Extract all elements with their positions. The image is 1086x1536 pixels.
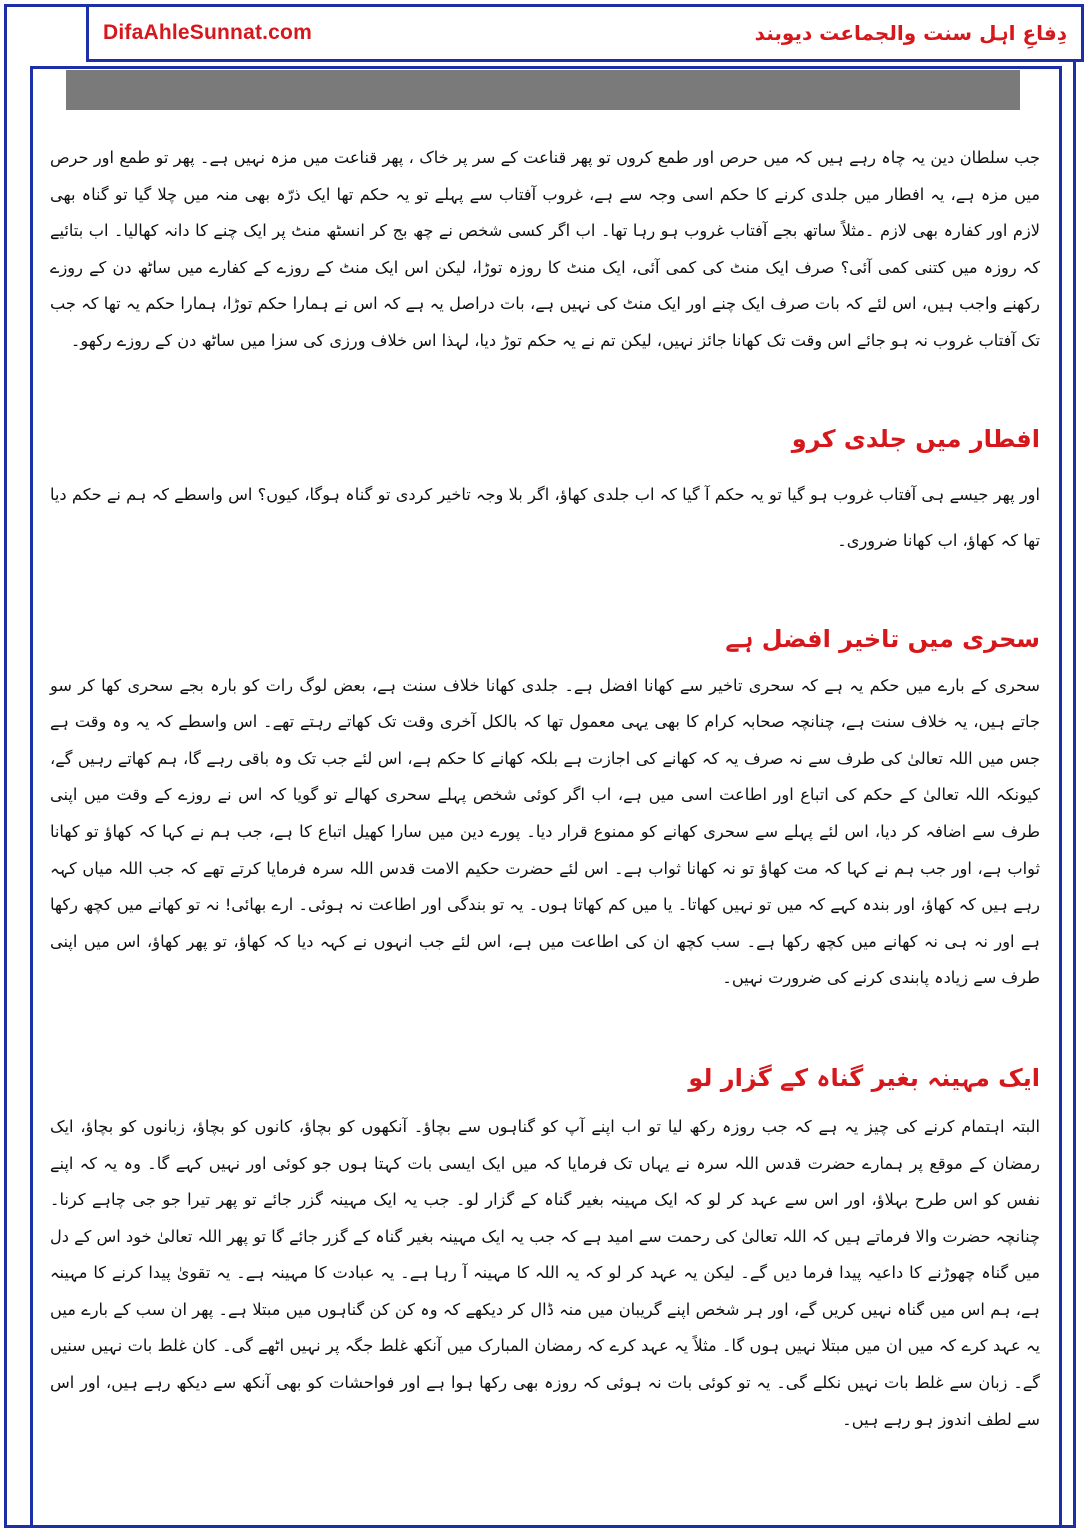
section-paragraph: البتہ اہتمام کرنے کی چیز یہ ہے کہ جب روزہ رکھ لیا تو اب اپنے آپ کو گناہوں سے بچاؤ۔ آنکھوں کو بچاؤ، کانوں کو بچاؤ، زبانوں کو بچاؤ، ایک رمضان کے موقع پر ہمارے حضرت قدس اللہ سرہ نے یہاں تک فرمایا کہ میں ایک ایسی بات کہتا ہوں جو کوئی اور نہیں کہے گا۔ وہ یہ کہ اپنے نفس کو اس طرح بہلاؤ، اور اس سے عہد کر لو کہ ایک مہینہ بغیر گناہ کے گزار لو۔ جب یہ ایک مہینہ گزر جائے تو پھر تیرا جو جی چاہے کرنا۔ چنانچہ حضرت والا فرماتے ہیں کہ اللہ تعالیٰ کی رحمت سے امید ہے کہ جب یہ ایک مہینہ بغیر گناہ کے گزر جائے گا تو پھر اللہ تعالیٰ خود اس کے دل میں گناہ چھوڑنے کا داعیہ پیدا فرما دیں گے۔ لیکن یہ عہد کر لو کہ یہ اللہ کا مہینہ آ رہا ہے۔ یہ عبادت کا مہینہ ہے۔ یہ تقویٰ پیدا کرنے کا مہینہ ہے، ہم اس میں گناہ نہیں کریں گے، اور ہر شخص اپنے گریبان میں منہ ڈال کر دیکھے کہ وہ کن کن گناہوں میں مبتلا ہے۔ پھر ان سب کے بارے میں یہ عہد کرے کہ میں ان میں مبتلا نہیں ہوں گا۔ مثلاً یہ عہد کرے کہ رمضان المبارک میں آنکھ غلط جگہ پر نہیں اٹھے گی۔ کان غلط بات نہیں سنیں گے۔ زبان سے غلط بات نہیں نکلے گی۔ یہ تو کوئی بات نہ ہوئی کہ روزہ بھی رکھا ہوا ہے اور فواحشات کو بھی آنکھ سے دیکھ رہے ہیں، اور اس سے لطف اندوز ہو رہے ہیں۔ — [50, 1116, 1040, 1429]
section-paragraph: سحری کے بارے میں حکم یہ ہے کہ سحری تاخیر سے کھانا افضل ہے۔ جلدی کھانا خلاف سنت ہے، بعض لوگ رات کو بارہ بجے سحری کھا کر سو جاتے ہیں، یہ خلاف سنت ہے، چنانچہ صحابہ کرام کا بھی یہی معمول تھا کہ بالکل آخری وقت تک کھاتے رہتے تھے۔ اس واسطے کہ یہ وہ وقت ہے جس میں اللہ تعالیٰ کی طرف سے نہ صرف یہ کہ کھانے کی اجازت ہے بلکہ کھانے کا حکم ہے، اس لئے جب تک وہ باقی رہے گا، ہم کھاتے رہیں گے، کیونکہ اللہ تعالیٰ کے حکم کی اتباع اور اطاعت اسی میں ہے، اب اگر کوئی شخص پہلے سحری کھالے تو گویا کہ اس نے روزے کے وقت میں اپنی طرف سے اضافہ کر دیا، اس لئے پہلے سے سحری کھانے کو ممنوع قرار دیا۔ پورے دین میں سارا کھیل اتباع کا ہے، جب ہم نے کہا کہ کھاؤ تو کھانا ثواب ہے، اور جب ہم نے کہا کہ مت کھاؤ تو نہ کھانا ثواب ہے۔ اس لئے حضرت حکیم الامت قدس اللہ سرہ فرمایا کرتے تھے کہ جب اللہ میاں کہہ رہے ہیں کہ کھاؤ، اور بندہ کہے کہ میں تو نہیں کھاتا۔ یا میں کم کھاتا ہوں۔ یہ تو بندگی اور اطاعت نہ ہوئی۔ ارے بھائی! نہ تو کھانے میں کچھ رکھا ہے اور نہ ہی نہ کھانے میں کچھ رکھا ہے۔ سب کچھ ان کی اطاعت میں ہے، اس لئے جب انہوں نے کہہ دیا کہ کھاؤ، تو پھر کھاؤ، اس میں اپنی طرف سے زیادہ پابندی کرنے کی ضرورت نہیں۔ — [50, 675, 1040, 988]
intro-paragraph: جب سلطان دین یہ چاہ رہے ہیں کہ میں حرص اور طمع کروں تو پھر قناعت کے سر پر خاک ، پھر قناعت میں مزہ نہیں ہے۔ پھر تو طمع اور حرص میں مزہ ہے، یہ افطار میں جلدی کرنے کا حکم اسی وجہ سے ہے، غروب آفتاب سے پہلے تو یہ حکم تھا ایک ذرّہ بھی منہ میں چلا گیا تو گناہ بھی لازم اور کفارہ بھی لازم ۔مثلاً ساتھ بجے آفتاب غروب ہو رہا تھا۔ اب اگر کسی شخص نے چھ بج کر انسٹھ منٹ پر ایک چنے کا دانہ کھالیا۔ اب بتائیے کہ روزہ میں کتنی کمی آئی؟ صرف ایک منٹ کی کمی آئی، ایک منٹ کا روزہ توڑا، لیکن اس ایک منٹ کے روزے کے کفارے میں ساٹھ دن کے روزے رکھنے واجب ہیں، اس لئے کہ بات صرف ایک چنے اور ایک منٹ کی نہیں ہے، بات دراصل یہ ہے کہ اس نے ہمارا حکم توڑا، ہمارا حکم یہ تھا کہ جب تک آفتاب غروب نہ ہو جائے اس وقت تک کھانا جائز نہیں، لیکن تم نے یہ حکم توڑ دیا، لہذا اس خلاف ورزی کی سزا میں ساٹھ دن کے روزے رکھو۔ — [50, 148, 1040, 350]
site-name: دِفاعِ اہل سنت والجماعت دیوبند — [754, 21, 1067, 45]
decorative-band — [66, 70, 1020, 110]
article-body — [50, 140, 1040, 1438]
section-heading: ایک مہینہ بغیر گناہ کے گزار لو — [688, 1063, 1040, 1092]
section-heading: افطار میں جلدی کرو — [791, 424, 1040, 453]
section-paragraph: اور پھر جیسے ہی آفتاب غروب ہو گیا تو یہ حکم آ گیا کہ اب جلدی کھاؤ، اگر بلا وجہ تاخیر کردی تو گناہ ہوگا، کیوں؟ اس واسطے کہ ہم نے حکم دیا تھا کہ کھاؤ، اب کھانا ضروری۔ — [50, 484, 1040, 550]
site-url[interactable]: DifaAhleSunnat.com — [103, 21, 312, 44]
site-header — [86, 4, 1084, 62]
section-heading: سحری میں تاخیر افضل ہے — [725, 624, 1040, 653]
